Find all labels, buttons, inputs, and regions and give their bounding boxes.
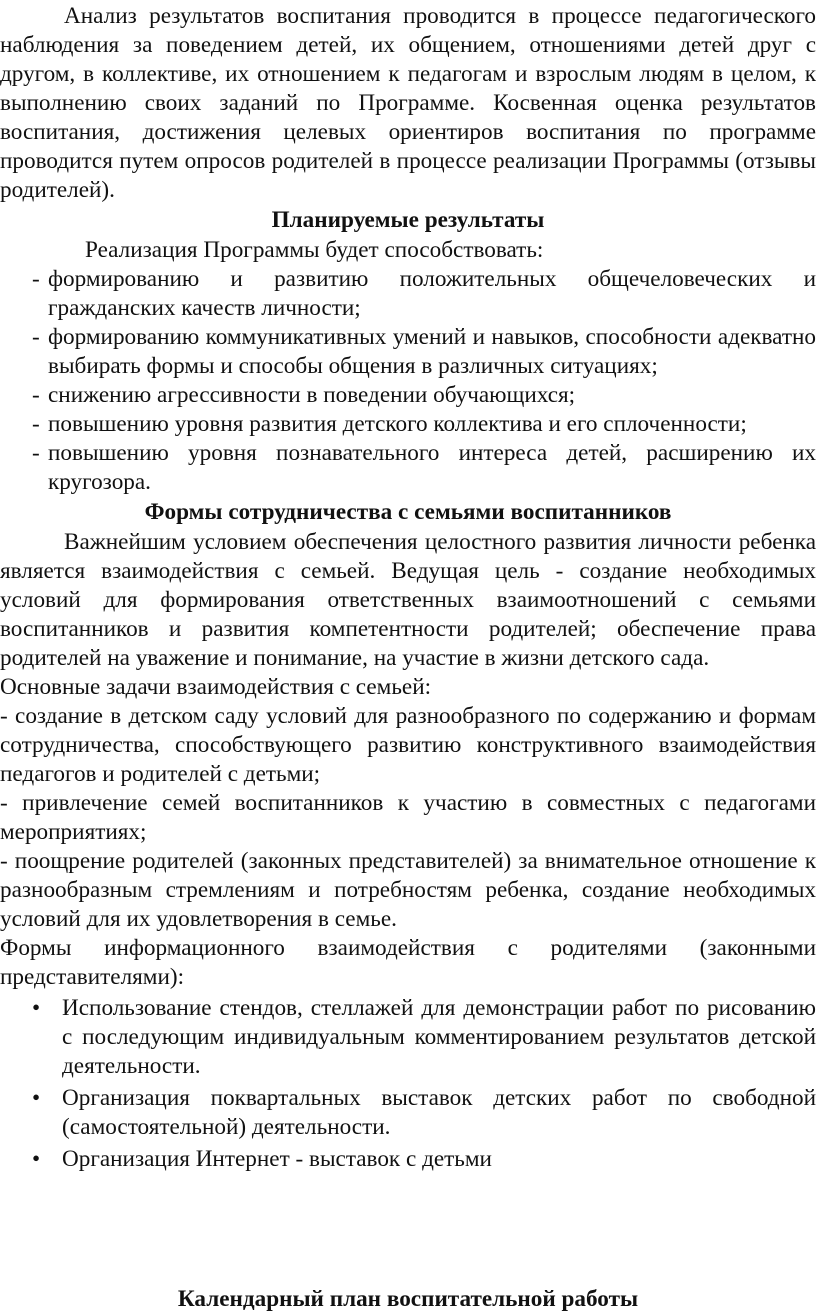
info-forms-item-text: Использование стендов, стеллажей для демонстрации работ по рисованию с последующим индивидуальным комментированием результатов детской деятельности. <box>62 995 816 1079</box>
bullet-marker: • <box>32 995 41 1021</box>
document-page <box>0 2 816 1315</box>
info-forms-item-text: Организация Интернет - выставок с детьми <box>62 1146 492 1172</box>
planned-results-item <box>32 439 816 497</box>
analysis-paragraph: Анализ результатов воспитания проводится в процессе педагогического наблюдения за поведением детей, их общением, отношениями детей друг с другом, в коллективе, их отношением к педагогам и взрослым людям в целом, к выполнению своих заданий по Программе. Косвенная оценка результатов воспитания, достижения целевых ориентиров воспитания по программе проводится путем опросов родителей в процессе реализации Программы (отзывы родителей). <box>0 3 816 203</box>
planned-results-item-text: снижению агрессивности в поведении обучающихся; <box>48 382 576 408</box>
calendar-plan-heading: Календарный план воспитательной работы <box>177 1286 639 1312</box>
dash-marker: - <box>32 440 40 466</box>
planned-results-item <box>32 323 816 381</box>
planned-results-item-text: повышению уровня развития детского коллектива и его сплоченности; <box>48 411 747 437</box>
planned-results-item-text: повышению уровня познавательного интереса детей, расширению их кругозора. <box>48 440 816 495</box>
planned-results-heading: Планируемые результаты <box>271 207 545 233</box>
task-item: - поощрение родителей (законных представителей) за внимательное отношение к разнообразным стремлениям и потребностям ребенка, создание необходимых условий для их удовлетворения в семье. <box>0 848 816 932</box>
planned-results-list <box>0 265 816 497</box>
bullet-marker: • <box>32 1146 41 1172</box>
tasks-title: Основные задачи взаимодействия с семьей: <box>0 674 432 700</box>
planned-results-item <box>32 265 816 323</box>
info-forms-list <box>0 994 816 1174</box>
task-item: - создание в детском саду условий для разнообразного по содержанию и формам сотрудничества, способствующего развитию конструктивного взаимодействия педагогов и родителей с детьми; <box>0 703 816 787</box>
info-forms-item <box>32 1145 816 1174</box>
bullet-marker: • <box>32 1085 41 1111</box>
page-spacer <box>0 1177 816 1284</box>
info-forms-title: Формы информационного взаимодействия с родителями (законными представителями): <box>0 935 816 990</box>
dash-marker: - <box>32 411 40 437</box>
planned-results-item <box>32 381 816 410</box>
planned-results-item-text: формированию и развитию положительных общечеловеческих и гражданских качеств личности; <box>48 266 816 321</box>
info-forms-item <box>32 994 816 1081</box>
info-forms-item <box>32 1084 816 1142</box>
planned-results-intro: Реализация Программы будет способствовать: <box>85 237 544 263</box>
dash-marker: - <box>32 382 40 408</box>
planned-results-item-text: формированию коммуникативных умений и навыков, способности адекватно выбирать формы и способы общения в различных ситуациях; <box>48 324 816 379</box>
task-item: - привлечение семей воспитанников к участию в совместных с педагогами мероприятиях; <box>0 790 816 845</box>
family-cooperation-heading: Формы сотрудничества с семьями воспитанников <box>144 499 672 525</box>
dash-marker: - <box>32 324 40 350</box>
planned-results-item <box>32 410 816 439</box>
family-cooperation-paragraph: Важнейшим условием обеспечения целостного развития личности ребенка является взаимодействия с семьей. Ведущая цель - создание необходимых условий для формирования ответственных взаимоотношений с семьями воспитанников и развития компетентности родителей; обеспечение права родителей на уважение и понимание, на участие в жизни детского сада. <box>0 529 816 671</box>
info-forms-item-text: Организация поквартальных выставок детских работ по свободной (самостоятельной) деятельности. <box>62 1085 816 1140</box>
dash-marker: - <box>32 266 40 292</box>
